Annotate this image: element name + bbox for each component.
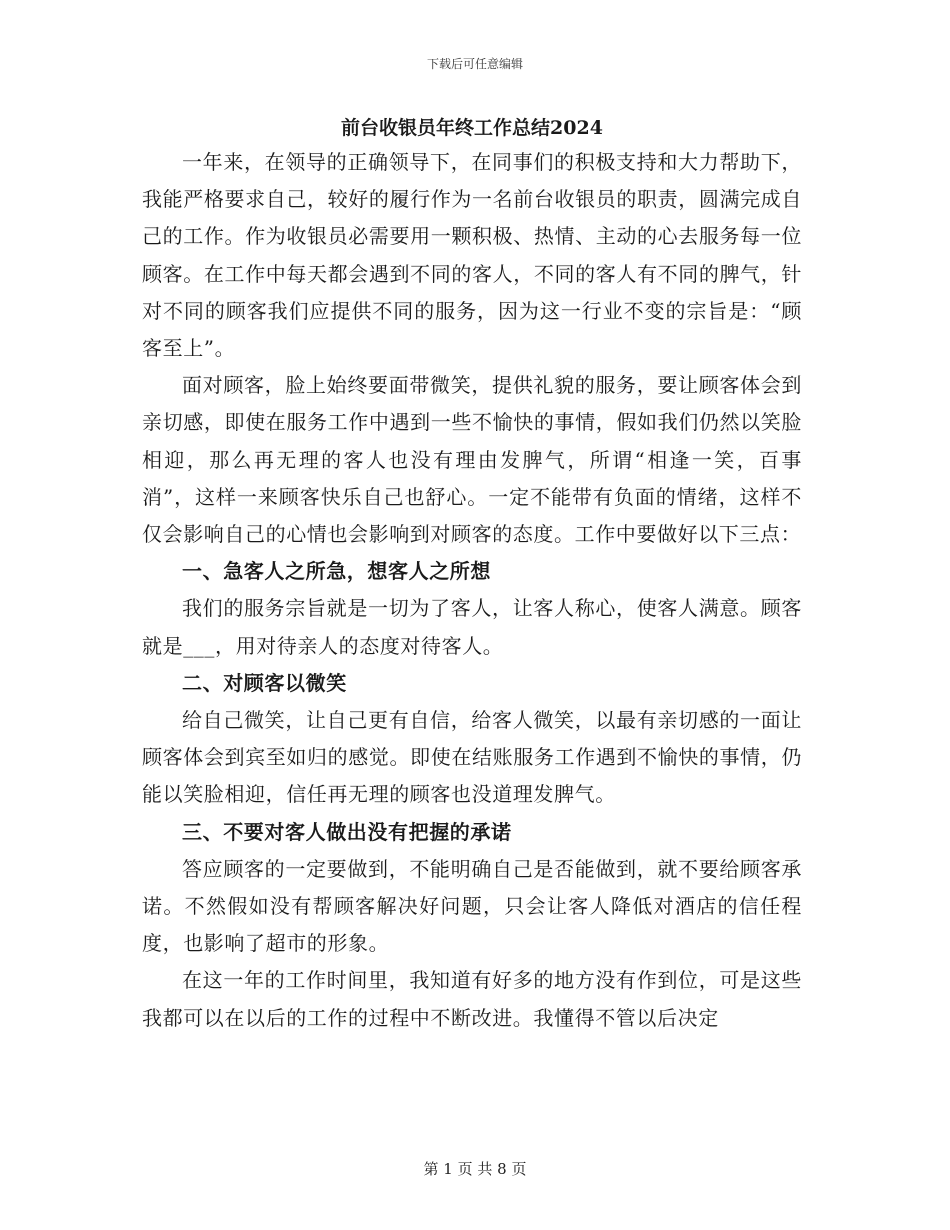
paragraph-section-1: 我们的服务宗旨就是一切为了客人，让客人称心，使客人满意。顾客就是___，用对待亲人的态度对待客人。 — [142, 596, 802, 658]
paragraph-section-3: 答应顾客的一定要做到，不能明确自己是否能做到，就不要给顾客承诺。不然假如没有帮顾客解决好问题，只会让客人降低对酒店的信任程度，也影响了超市的形象。 — [142, 856, 802, 956]
page-footer: 第 1 页 共 8 页 — [423, 1160, 527, 1178]
paragraph-intro: 一年来，在领导的正确领导下，在同事们的积极支持和大力帮助下，我能严格要求自己，较好的履行作为一名前台收银员的职责，圆满完成自己的工作。作为收银员必需要用一颗积极、热情、主动的心去服务每一位顾客。在工作中每天都会遇到不同的客人，不同的客人有不同的脾气，针对不同的顾客我们应提供不同的服务，因为这一行业不变的宗旨是：“顾客至上”。 — [142, 150, 802, 361]
header-note: 下载后可任意编辑 — [426, 57, 523, 71]
document-body — [142, 112, 802, 1037]
paragraph-section-2: 给自己微笑，让自己更有自信，给客人微笑，以最有亲切感的一面让顾客体会到宾至如归的感觉。即使在结账服务工作遇到不愉快的事情，仍能以笑脸相迎，信任再无理的顾客也没道理发脾气。 — [142, 708, 802, 807]
section-heading-1: 一、急客人之所急，想客人之所想 — [182, 559, 491, 584]
paragraph-smile-service: 面对顾客，脸上始终要面带微笑，提供礼貌的服务，要让顾客体会到亲切感，即使在服务工作中遇到一些不愉快的事情，假如我们仍然以笑脸相迎，那么再无理的客人也没有理由发脾气，所谓“相逢一笑，百事消”，这样一来顾客快乐自己也舒心。一定不能带有负面的情绪，这样不仅会影响自己的心情也会影响到对顾客的态度。工作中要做好以下三点： — [142, 373, 802, 547]
section-heading-3: 三、不要对客人做出没有把握的承诺 — [182, 819, 512, 844]
document-title: 前台收银员年终工作总结2024 — [341, 117, 603, 139]
section-heading-2: 二、对顾客以微笑 — [182, 670, 347, 695]
paragraph-closing: 在这一年的工作时间里，我知道有好多的地方没有作到位，可是这些我都可以在以后的工作的过程中不断改进。我懂得不管以后决定 — [142, 968, 802, 1030]
